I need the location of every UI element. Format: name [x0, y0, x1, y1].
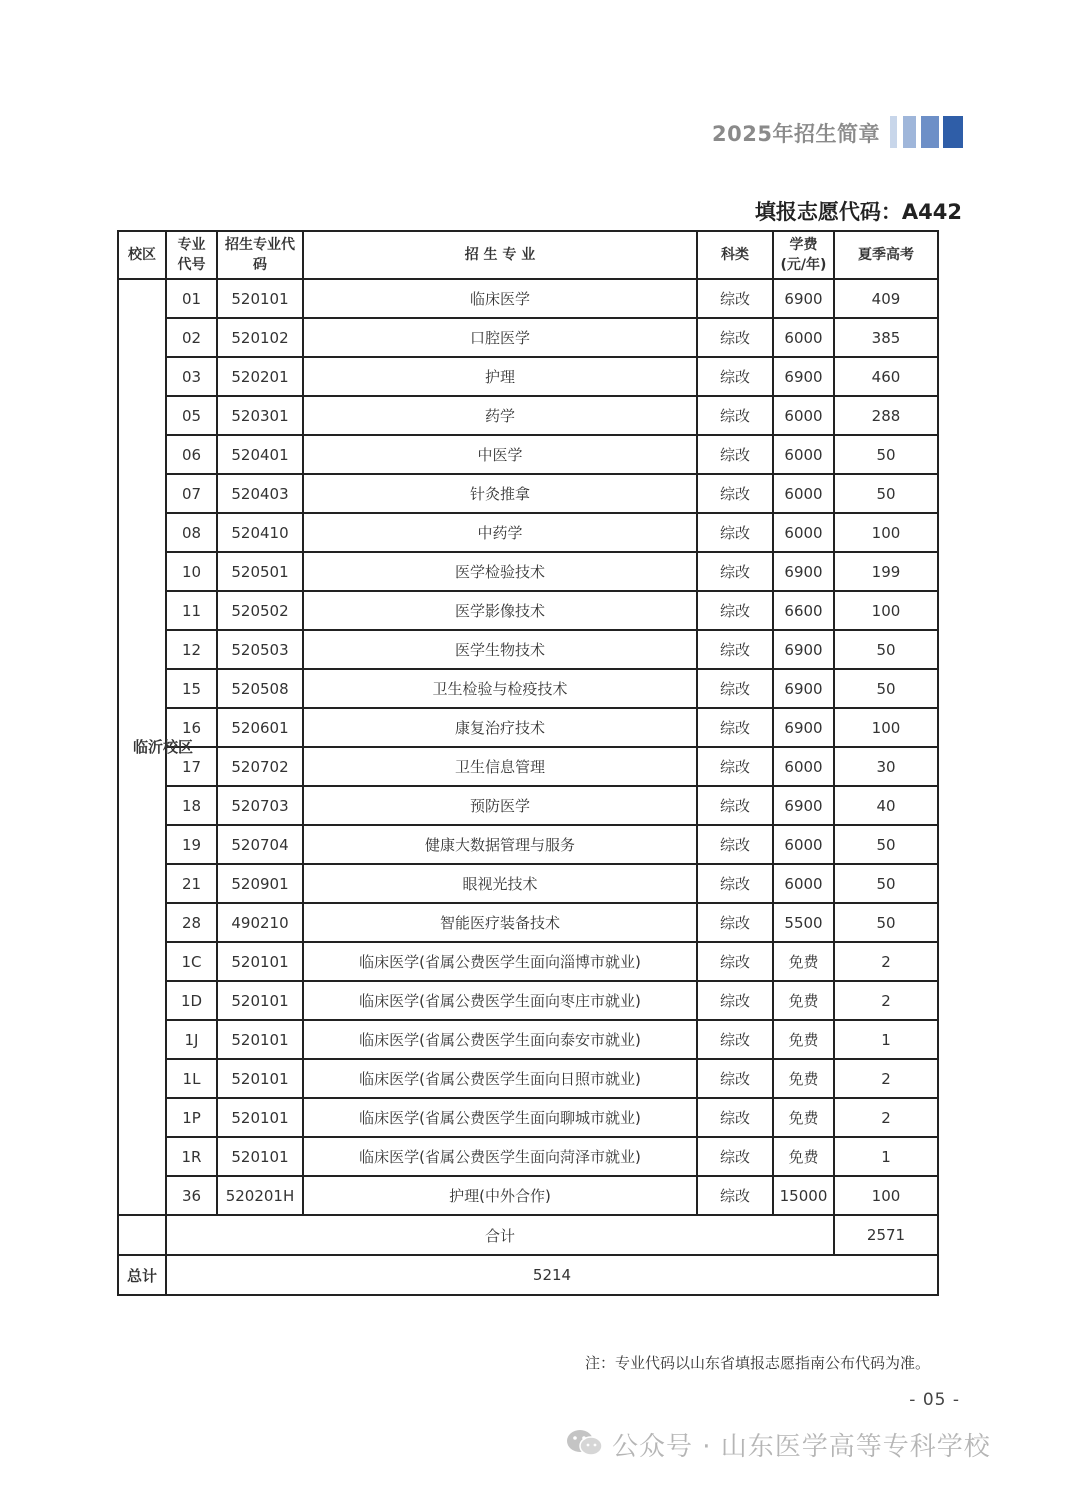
cell-subject: 综改: [697, 435, 773, 474]
cell-major-code: 490210: [217, 903, 303, 942]
cell-major-no: 03: [166, 357, 217, 396]
cell-major-code: 520702: [217, 747, 303, 786]
cell-subject: 综改: [697, 747, 773, 786]
cell-major-no: 06: [166, 435, 217, 474]
cell-major-code: 520508: [217, 669, 303, 708]
cell-summer-count: 288: [834, 396, 938, 435]
cell-major-code: 520101: [217, 279, 303, 318]
table-row: [118, 396, 938, 435]
cell-tuition: 5500: [773, 903, 834, 942]
cell-major-name: 眼视光技术: [303, 864, 697, 903]
header-major-code: [217, 231, 303, 279]
cell-major-name: 护理: [303, 357, 697, 396]
cell-major-name: 智能医疗装备技术: [303, 903, 697, 942]
table-row: [118, 942, 938, 981]
total-label: 总计: [118, 1255, 166, 1295]
cell-subject: 综改: [697, 981, 773, 1020]
cell-major-no: 15: [166, 669, 217, 708]
cell-major-name: 医学生物技术: [303, 630, 697, 669]
watermark: 公众号 · 山东医学高等专科学校: [612, 1432, 991, 1462]
subtotal-row: [118, 1215, 938, 1255]
table-row: [118, 1020, 938, 1059]
cell-tuition: 6000: [773, 864, 834, 903]
cell-major-name: 康复治疗技术: [303, 708, 697, 747]
cell-major-no: 36: [166, 1176, 217, 1215]
cell-major-name: 预防医学: [303, 786, 697, 825]
cell-subject: 综改: [697, 279, 773, 318]
cell-major-no: 28: [166, 903, 217, 942]
cell-summer-count: 50: [834, 825, 938, 864]
cell-major-code: 520101: [217, 1020, 303, 1059]
cell-major-no: 11: [166, 591, 217, 630]
cell-summer-count: 50: [834, 435, 938, 474]
cell-major-name: 临床医学(省属公费医学生面向菏泽市就业): [303, 1137, 697, 1176]
cell-subject: 综改: [697, 825, 773, 864]
cell-major-code: 520503: [217, 630, 303, 669]
cell-major-no: 19: [166, 825, 217, 864]
cell-major-no: 02: [166, 318, 217, 357]
table-row: [118, 708, 938, 747]
footnote: 注：专业代码以山东省填报志愿指南公布代码为准。: [584, 1354, 930, 1372]
cell-major-name: 针灸推拿: [303, 474, 697, 513]
cell-subject: 综改: [697, 318, 773, 357]
cell-major-name: 临床医学(省属公费医学生面向淄博市就业): [303, 942, 697, 981]
page-number: - 05 -: [909, 1390, 960, 1410]
cell-subject: 综改: [697, 396, 773, 435]
cell-major-code: 520410: [217, 513, 303, 552]
table-row: [118, 864, 938, 903]
cell-major-no: 12: [166, 630, 217, 669]
cell-major-no: 10: [166, 552, 217, 591]
table-row: [118, 1098, 938, 1137]
table-row: [118, 1176, 938, 1215]
cell-major-no: 1J: [166, 1020, 217, 1059]
cell-major-name: 健康大数据管理与服务: [303, 825, 697, 864]
cell-major-code: 520601: [217, 708, 303, 747]
cell-subject: 综改: [697, 1020, 773, 1059]
cell-major-no: 1D: [166, 981, 217, 1020]
cell-subject: 综改: [697, 357, 773, 396]
cell-tuition: 6900: [773, 357, 834, 396]
cell-tuition: 免费: [773, 1020, 834, 1059]
cell-major-code: 520301: [217, 396, 303, 435]
cell-tuition: 6900: [773, 786, 834, 825]
header-tuition-label: 学费(元/年): [780, 237, 827, 273]
cell-subject: 综改: [697, 474, 773, 513]
cell-tuition: 免费: [773, 1137, 834, 1176]
cell-major-name: 医学检验技术: [303, 552, 697, 591]
total-value: 5214: [166, 1255, 938, 1295]
cell-major-no: 1R: [166, 1137, 217, 1176]
cell-major-code: 520101: [217, 942, 303, 981]
cell-summer-count: 1: [834, 1137, 938, 1176]
cell-subject: 综改: [697, 669, 773, 708]
table-header-row: [118, 231, 938, 279]
cell-tuition: 6000: [773, 747, 834, 786]
brochure-title: 2025年招生简章: [712, 122, 880, 146]
cell-summer-count: 100: [834, 513, 938, 552]
subtotal-label: 合计: [166, 1215, 834, 1255]
cell-tuition: 6000: [773, 396, 834, 435]
cell-subject: 综改: [697, 903, 773, 942]
table-row: [118, 513, 938, 552]
cell-major-name: 医学影像技术: [303, 591, 697, 630]
cell-tuition: 免费: [773, 1059, 834, 1098]
table-row: [118, 825, 938, 864]
cell-tuition: 6900: [773, 630, 834, 669]
cell-major-code: 520201H: [217, 1176, 303, 1215]
table-row: [118, 357, 938, 396]
header-major-no-label: 专业代号: [177, 237, 206, 273]
cell-major-no: 21: [166, 864, 217, 903]
cell-subject: 综改: [697, 1059, 773, 1098]
cell-tuition: 免费: [773, 1098, 834, 1137]
cell-major-no: 1P: [166, 1098, 217, 1137]
cell-major-name: 卫生检验与检疫技术: [303, 669, 697, 708]
total-row: [118, 1255, 938, 1295]
application-code: 填报志愿代码：A442: [754, 200, 962, 224]
wechat-icon: [565, 1428, 605, 1458]
header-decor-bar: [890, 116, 897, 148]
header-decor-bar: [903, 116, 916, 148]
cell-major-code: 520102: [217, 318, 303, 357]
cell-summer-count: 100: [834, 591, 938, 630]
cell-tuition: 6000: [773, 513, 834, 552]
table-row: [118, 669, 938, 708]
cell-summer-count: 385: [834, 318, 938, 357]
cell-subject: 综改: [697, 1137, 773, 1176]
cell-summer-count: 50: [834, 903, 938, 942]
cell-summer-count: 50: [834, 864, 938, 903]
cell-subject: 综改: [697, 591, 773, 630]
cell-major-name: 临床医学(省属公费医学生面向日照市就业): [303, 1059, 697, 1098]
cell-tuition: 免费: [773, 942, 834, 981]
cell-major-code: 520901: [217, 864, 303, 903]
cell-tuition: 免费: [773, 981, 834, 1020]
cell-major-no: 1C: [166, 942, 217, 981]
cell-major-no: 08: [166, 513, 217, 552]
subtotal-value: 2571: [834, 1215, 938, 1255]
subtotal-blank-cell: [118, 1215, 166, 1255]
cell-summer-count: 199: [834, 552, 938, 591]
cell-major-name: 口腔医学: [303, 318, 697, 357]
table-row: [118, 435, 938, 474]
table-row: [118, 552, 938, 591]
header-tuition: [773, 231, 834, 279]
cell-tuition: 6900: [773, 708, 834, 747]
cell-summer-count: 50: [834, 474, 938, 513]
cell-major-name: 临床医学(省属公费医学生面向泰安市就业): [303, 1020, 697, 1059]
cell-major-code: 520501: [217, 552, 303, 591]
cell-major-name: 中药学: [303, 513, 697, 552]
cell-summer-count: 30: [834, 747, 938, 786]
table-row: [118, 474, 938, 513]
cell-major-code: 520101: [217, 981, 303, 1020]
cell-tuition: 6000: [773, 435, 834, 474]
cell-major-name: 药学: [303, 396, 697, 435]
cell-major-code: 520703: [217, 786, 303, 825]
cell-subject: 综改: [697, 552, 773, 591]
cell-tuition: 15000: [773, 1176, 834, 1215]
cell-tuition: 6000: [773, 474, 834, 513]
table-row: [118, 1137, 938, 1176]
cell-subject: 综改: [697, 942, 773, 981]
header-major-no: [166, 231, 217, 279]
cell-major-no: 01: [166, 279, 217, 318]
cell-major-code: 520101: [217, 1098, 303, 1137]
table-row: [118, 903, 938, 942]
cell-subject: 综改: [697, 513, 773, 552]
cell-summer-count: 50: [834, 630, 938, 669]
cell-subject: 综改: [697, 786, 773, 825]
cell-tuition: 6900: [773, 669, 834, 708]
cell-summer-count: 1: [834, 1020, 938, 1059]
header-campus: 校区: [118, 231, 166, 279]
cell-summer-count: 40: [834, 786, 938, 825]
cell-major-code: 520403: [217, 474, 303, 513]
cell-summer-count: 2: [834, 1059, 938, 1098]
table-row: [118, 747, 938, 786]
cell-major-code: 520704: [217, 825, 303, 864]
cell-tuition: 6000: [773, 318, 834, 357]
table-row: [118, 981, 938, 1020]
table-row: [118, 786, 938, 825]
table-row: [118, 591, 938, 630]
cell-tuition: 6600: [773, 591, 834, 630]
enrollment-table: [117, 230, 939, 1296]
cell-summer-count: 409: [834, 279, 938, 318]
cell-subject: 综改: [697, 1098, 773, 1137]
cell-major-name: 卫生信息管理: [303, 747, 697, 786]
header-subject: 科类: [697, 231, 773, 279]
cell-tuition: 6900: [773, 552, 834, 591]
cell-major-no: 17: [166, 747, 217, 786]
cell-major-no: 18: [166, 786, 217, 825]
cell-major-code: 520401: [217, 435, 303, 474]
cell-major-code: 520502: [217, 591, 303, 630]
table-row: [118, 279, 938, 318]
cell-major-no: 1L: [166, 1059, 217, 1098]
cell-summer-count: 2: [834, 1098, 938, 1137]
cell-summer-count: 460: [834, 357, 938, 396]
cell-major-name: 临床医学(省属公费医学生面向枣庄市就业): [303, 981, 697, 1020]
cell-major-code: 520101: [217, 1137, 303, 1176]
cell-summer-count: 2: [834, 942, 938, 981]
table-row: [118, 318, 938, 357]
cell-major-name: 临床医学: [303, 279, 697, 318]
header-major-name: 招 生 专 业: [303, 231, 697, 279]
cell-major-code: 520201: [217, 357, 303, 396]
cell-subject: 综改: [697, 630, 773, 669]
campus-name: 临沂校区: [133, 737, 194, 756]
cell-major-name: 临床医学(省属公费医学生面向聊城市就业): [303, 1098, 697, 1137]
table-row: [118, 1059, 938, 1098]
cell-summer-count: 50: [834, 669, 938, 708]
header-summer-exam: 夏季高考: [834, 231, 938, 279]
cell-major-code: 520101: [217, 1059, 303, 1098]
cell-summer-count: 100: [834, 1176, 938, 1215]
cell-summer-count: 2: [834, 981, 938, 1020]
cell-subject: 综改: [697, 708, 773, 747]
cell-major-name: 护理(中外合作): [303, 1176, 697, 1215]
table-row: [118, 630, 938, 669]
cell-subject: 综改: [697, 1176, 773, 1215]
cell-tuition: 6900: [773, 279, 834, 318]
cell-subject: 综改: [697, 864, 773, 903]
cell-summer-count: 100: [834, 708, 938, 747]
header-decor-bar: [943, 116, 963, 148]
cell-tuition: 6000: [773, 825, 834, 864]
header-major-code-label: 招生专业代码: [225, 237, 295, 273]
cell-major-no: 16: [166, 708, 217, 747]
header-decor-bar: [921, 116, 939, 148]
cell-major-name: 中医学: [303, 435, 697, 474]
cell-major-no: 07: [166, 474, 217, 513]
cell-major-no: 05: [166, 396, 217, 435]
page-header: [700, 112, 970, 152]
